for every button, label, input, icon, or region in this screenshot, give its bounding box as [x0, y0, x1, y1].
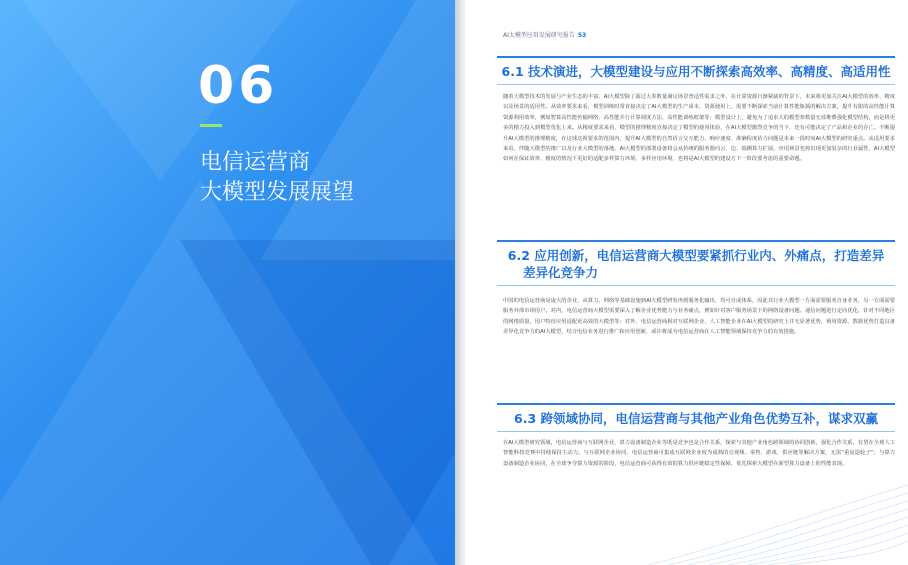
section-rule: [497, 84, 895, 85]
chapter-title: [200, 148, 354, 208]
chapter-title-line1: 电信运营商: [200, 150, 311, 175]
chapter-accent-line: [200, 124, 222, 127]
section-title: [497, 242, 895, 285]
section-6-1-heading: [497, 56, 895, 85]
section-title-line2: 差异化竞争力: [523, 265, 599, 280]
chapter-number: 06: [198, 56, 279, 116]
section-6-3-body: 在AI大模型研究领域，电信运营商与互联网企业、算力设备制造企业等既是竞争也是合作关系，探索与其他产业角色跨领域的协同创新，强化合作关系，有望在全球人工智能科技竞赛中持续保持主动力。与互联网企业协同，电信运营商可集成互联网企业较为成熟的音视频、零售、游戏、供应链等解决方案，无需“重复造轮子”；与算力设备制造企业协同，在全球争夺算力资源的阶段，电信运营商可获得有效的算力供应链稳定性保障，优先探索大模型在新型算力设备上的性能表现。: [503, 440, 895, 467]
running-header-title: AI大模型应用发展研究报告: [503, 32, 575, 39]
section-6-3-heading: [497, 403, 895, 432]
section-6-2-body: 中国的电信运营商是庞大的企业，从算力、网络等基础设施到AI大模型研发再到服务化输出，均可自成体系，因此其行业大模型一方面需要服务自身业务，另一方面需要服务外部市场用户。对内，电信运营商大模型需要深入了解企业优势能力与业务痛点，例如针对客户服务场景下的网络设备问题、通信问题进行定向优化，针对不同地区的网络质量、用户特征应用适配更高效的大模型等；对外，电信运营商相对互联网企业、人工智能企业在AI大模型的研究上并无显著优势，利用资源、数据优势打造具备差异化竞争力的AI大模型，结合电信业务进行推广和应用创新，或许将成为电信运营商在人工智能领域保持竞争力的有效措施。: [503, 298, 895, 336]
section-title: 6.3 跨领域协同，电信运营商与其他产业角色优势互补，谋求双赢: [514, 411, 878, 426]
section-rule: [497, 285, 895, 286]
bg-polygon: [180, 240, 455, 565]
section-title: 6.1 技术演进，大模型建设与应用不断探索高效率、高精度、高适用性: [501, 64, 891, 79]
section-6-2-heading: [497, 240, 895, 286]
section-6-1-body: 随着大模型技术的发展与产业生态的丰富，AI大模型除了面过大参数量满足场景普适性需求之外，在计算资源日渐紧缺的背景下，未来将更加关注AI大模型的效率、精度以及场景的适用性。从效率要求来看，模型训练时常直接决定了AI大模型的生产成本，资源使用上，需要不断探索当前计算性能瓶颈的解决方案，提升有限的高性能计算资源利用效率，例如智算高性能传输网络、高性能并行计算调度方法、高性能训练框架等；模型设计上，避免为了追求大的模型参数量无效堆叠强化模型结构，而是将更多的精力投入到模型优化上来。从精度要求来看，模型的推理精度直接决定了模型的使用体验，在AI大模型激烈竞争的当下，还有可能决定了产品和企业的存亡。不断提升AI大模型的推理精度，在这球这视要求的范围内，提升AI大模型的自然语言交互能力、响应速度、准确程度协力问题是未来一段时间AI大模型的研究重点。从适用要求来看，伴随大模型的推广以及行业大模型的落地，AI大模型的部署设备将会从传统的服务器向云、边、端侧算力扩展，应用场景也将出现更加复杂的行业属性，AI大模型如何在保证效率、精度的情况下更好的适配多样算力环境、多样应用环境，也将是AI大模型的建设方下一阶段要考虑的重要命题。: [503, 94, 895, 163]
page-gutter: [455, 0, 465, 565]
running-header: [503, 30, 586, 39]
decorative-waves: [648, 475, 908, 565]
chapter-title-line2: 大模型发展展望: [200, 180, 355, 205]
section-title-line1: 6.2 应用创新，电信运营商大模型要紧抓行业内、外痛点，打造差异: [507, 248, 885, 263]
section-rule: [497, 431, 895, 432]
page-number: 53: [577, 32, 587, 39]
content-page: [465, 0, 908, 565]
